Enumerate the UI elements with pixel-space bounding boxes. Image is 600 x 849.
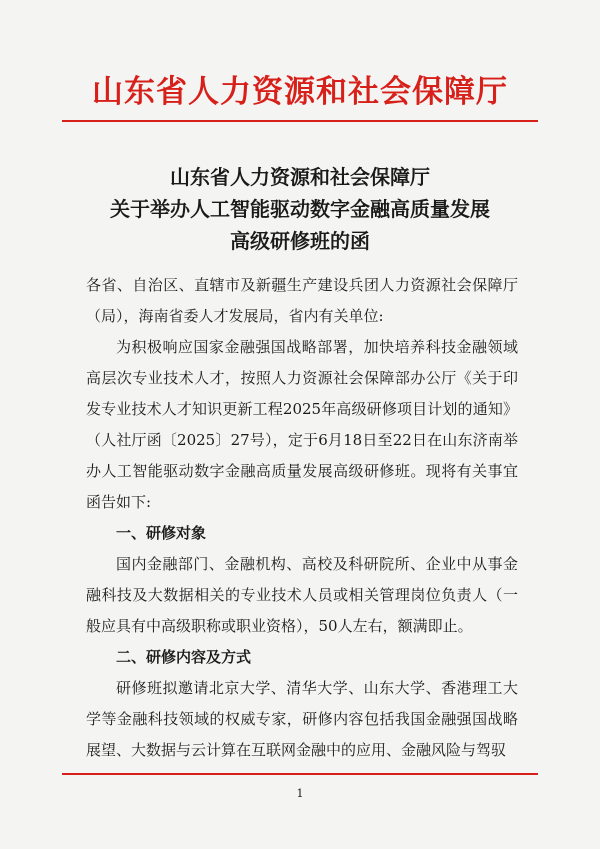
footer-red-rule	[62, 773, 538, 775]
title-line-1: 山东省人力资源和社会保障厅	[170, 165, 430, 189]
title-line-2: 关于举办人工智能驱动数字金融高质量发展	[110, 197, 490, 221]
section-2-paragraph: 研修班拟邀请北京大学、清华大学、山东大学、香港理工大学等金融科技领域的权威专家，研修内容包括我国金融强国战略展望、大数据与云计算在互联网金融中的应用、金融风险与驾驭	[86, 679, 518, 759]
document-title	[0, 161, 600, 257]
section-2-heading: 二、研修内容及方式	[116, 648, 252, 666]
section-1-paragraph: 国内金融部门、金融机构、高校及科研院所、企业中从事金融科技及大数据相关的专业技术人员或相关管理岗位负责人（一般应具有中高级职称或职业资格），50人左右，额满即止。	[86, 555, 518, 635]
salutation: 各省、自治区、直辖市及新疆生产建设兵团人力资源社会保障厅（局），海南省委人才发展局，省内有关单位:	[86, 276, 518, 325]
page-number: 1	[296, 787, 304, 800]
document-body	[86, 270, 518, 766]
section-1-heading: 一、研修对象	[116, 524, 207, 542]
title-line-3: 高级研修班的函	[230, 229, 370, 253]
intro-paragraph: 为积极响应国家金融强国战略部署，加快培养科技金融领域高层次专业技术人才，按照人力资源社会保障部办公厅《关于印发专业技术人才知识更新工程2025年高级研修项目计划的通知》（人社厅函〔2025〕27号），定于6月18日至22日在山东济南举办人工智能驱动数字金融高质量发展高级研修班。现将有关事宜函告如下:	[86, 338, 518, 511]
letterhead-red-rule	[62, 120, 538, 122]
letterhead-title: 山东省人力资源和社会保障厅	[92, 74, 508, 110]
